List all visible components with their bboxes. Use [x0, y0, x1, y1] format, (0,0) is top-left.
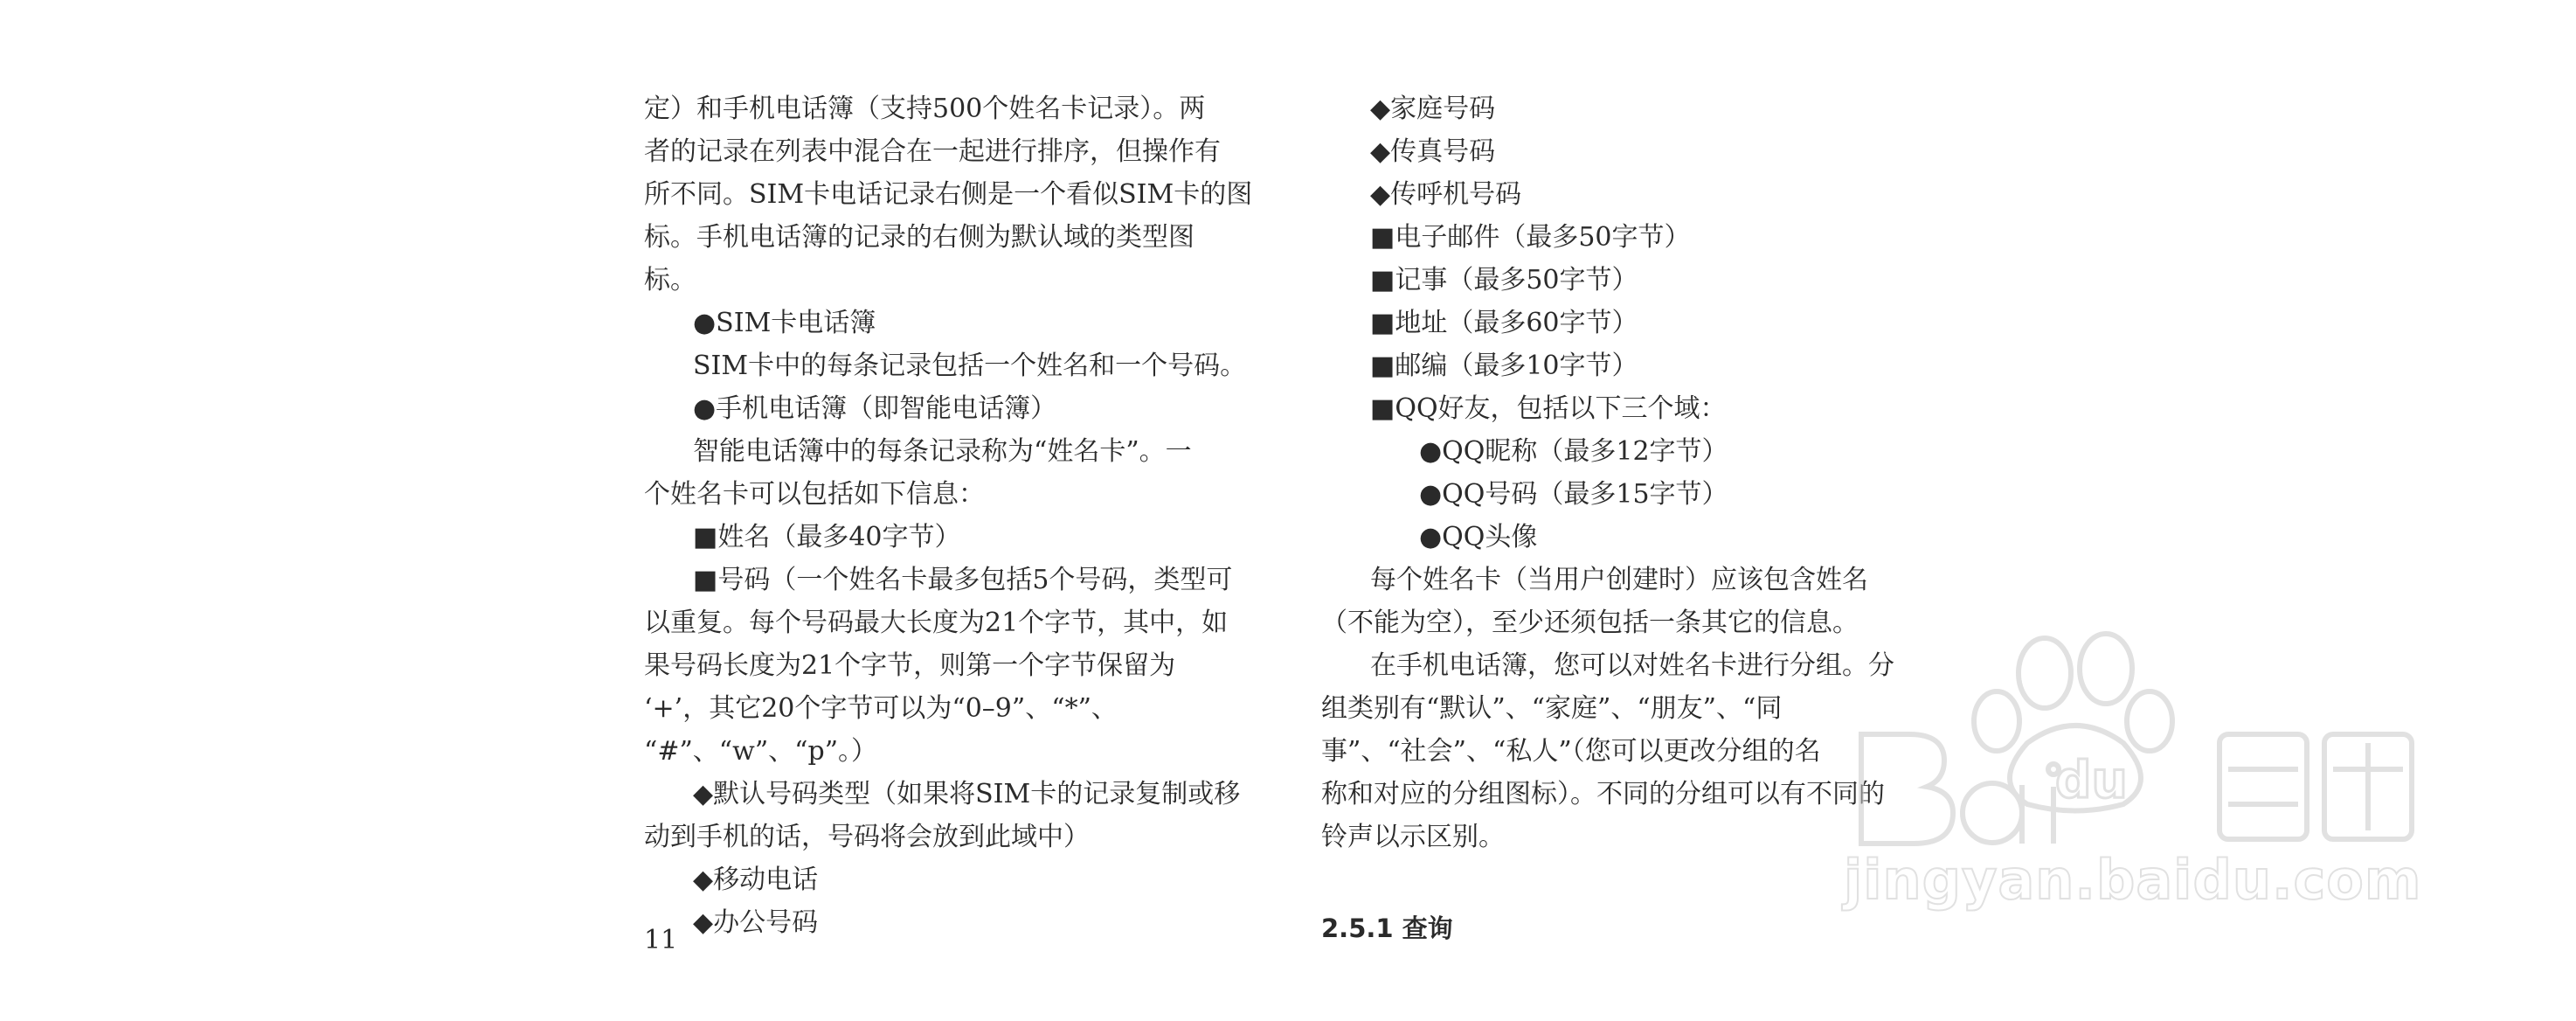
text-line: “#”、“w”、“p”。） — [644, 736, 878, 767]
text-line: ■地址（最多60字节） — [1370, 308, 1638, 338]
baidu-jingyan-watermark — [1809, 629, 2438, 944]
text-line: 果号码长度为21个字节，则第一个字节保留为 — [644, 650, 1176, 681]
text-line: SIM卡中的每条记录包括一个姓名和一个号码。 — [693, 351, 1247, 381]
text-line: 者的记录在列表中混合在一起进行排序，但操作有 — [644, 136, 1221, 167]
text-line: 个姓名卡可以包括如下信息： — [644, 479, 985, 510]
text-line: 事”、“社会”、“私人”（您可以更改分组的名 — [1321, 736, 1821, 767]
text-line: ●手机电话簿（即智能电话簿） — [693, 393, 1057, 424]
text-line: ■号码（一个姓名卡最多包括5个号码，类型可 — [693, 565, 1233, 595]
text-line: 所不同。SIM卡电话记录右侧是一个看似SIM卡的图 — [644, 179, 1253, 210]
text-line: 每个姓名卡（当用户创建时）应该包含姓名 — [1370, 565, 1868, 595]
text-line: 组类别有“默认”、“家庭”、“朋友”、“同 — [1321, 693, 1783, 724]
text-line: 定）和手机电话簿（支持500个姓名卡记录）。两 — [644, 94, 1206, 124]
text-line: ■姓名（最多40字节） — [693, 522, 961, 552]
text-line: 动到手机的话，号码将会放到此域中） — [644, 822, 1090, 852]
svg-text:du: du — [2055, 750, 2128, 809]
text-line: ●QQ头像 — [1419, 522, 1538, 552]
text-line: ●SIM卡电话簿 — [693, 308, 876, 338]
text-line: ●QQ昵称（最多12字节） — [1419, 436, 1728, 467]
text-line: ■邮编（最多10字节） — [1370, 351, 1638, 381]
text-line: ■电子邮件（最多50字节） — [1370, 222, 1691, 253]
text-line: 在手机电话簿，您可以对姓名卡进行分组。分 — [1370, 650, 1894, 681]
left-column — [644, 87, 1263, 944]
text-line: ■QQ好友，包括以下三个域： — [1370, 393, 1727, 424]
text-line: 标。 — [644, 265, 696, 295]
text-line: 智能电话簿中的每条记录称为“姓名卡”。一 — [693, 436, 1192, 467]
text-line: ●QQ号码（最多15字节） — [1419, 479, 1728, 510]
section-title: 2.5.1 查询 — [1321, 913, 1453, 943]
text-line: ‘+’，其它20个字节可以为“0–9”、“*”、 — [644, 693, 1118, 724]
text-line: ◆家庭号码 — [1370, 94, 1496, 124]
page-number: 11 — [644, 925, 678, 955]
text-line: 标。手机电话簿的记录的右侧为默认域的类型图 — [644, 222, 1195, 253]
text-line: ◆移动电话 — [693, 865, 819, 895]
text-line: 铃声以示区别。 — [1321, 822, 1505, 852]
text-line: ◆办公号码 — [693, 907, 819, 938]
text-line: 称和对应的分组图标）。不同的分组可以有不同的 — [1321, 779, 1885, 809]
text-line: 以重复。每个号码最大长度为21个字节，其中，如 — [644, 608, 1229, 638]
watermark-url: jingyan.baidu.com — [1844, 848, 2422, 912]
text-line: ◆默认号码类型（如果将SIM卡的记录复制或移 — [693, 779, 1241, 809]
baidu-paw-logo-icon — [1809, 629, 2438, 865]
text-line: ◆传呼机号码 — [1370, 179, 1522, 210]
text-line: ◆传真号码 — [1370, 136, 1496, 167]
text-line: （不能为空），至少还须包括一条其它的信息。 — [1321, 608, 1859, 638]
text-line: ■记事（最多50字节） — [1370, 265, 1638, 295]
